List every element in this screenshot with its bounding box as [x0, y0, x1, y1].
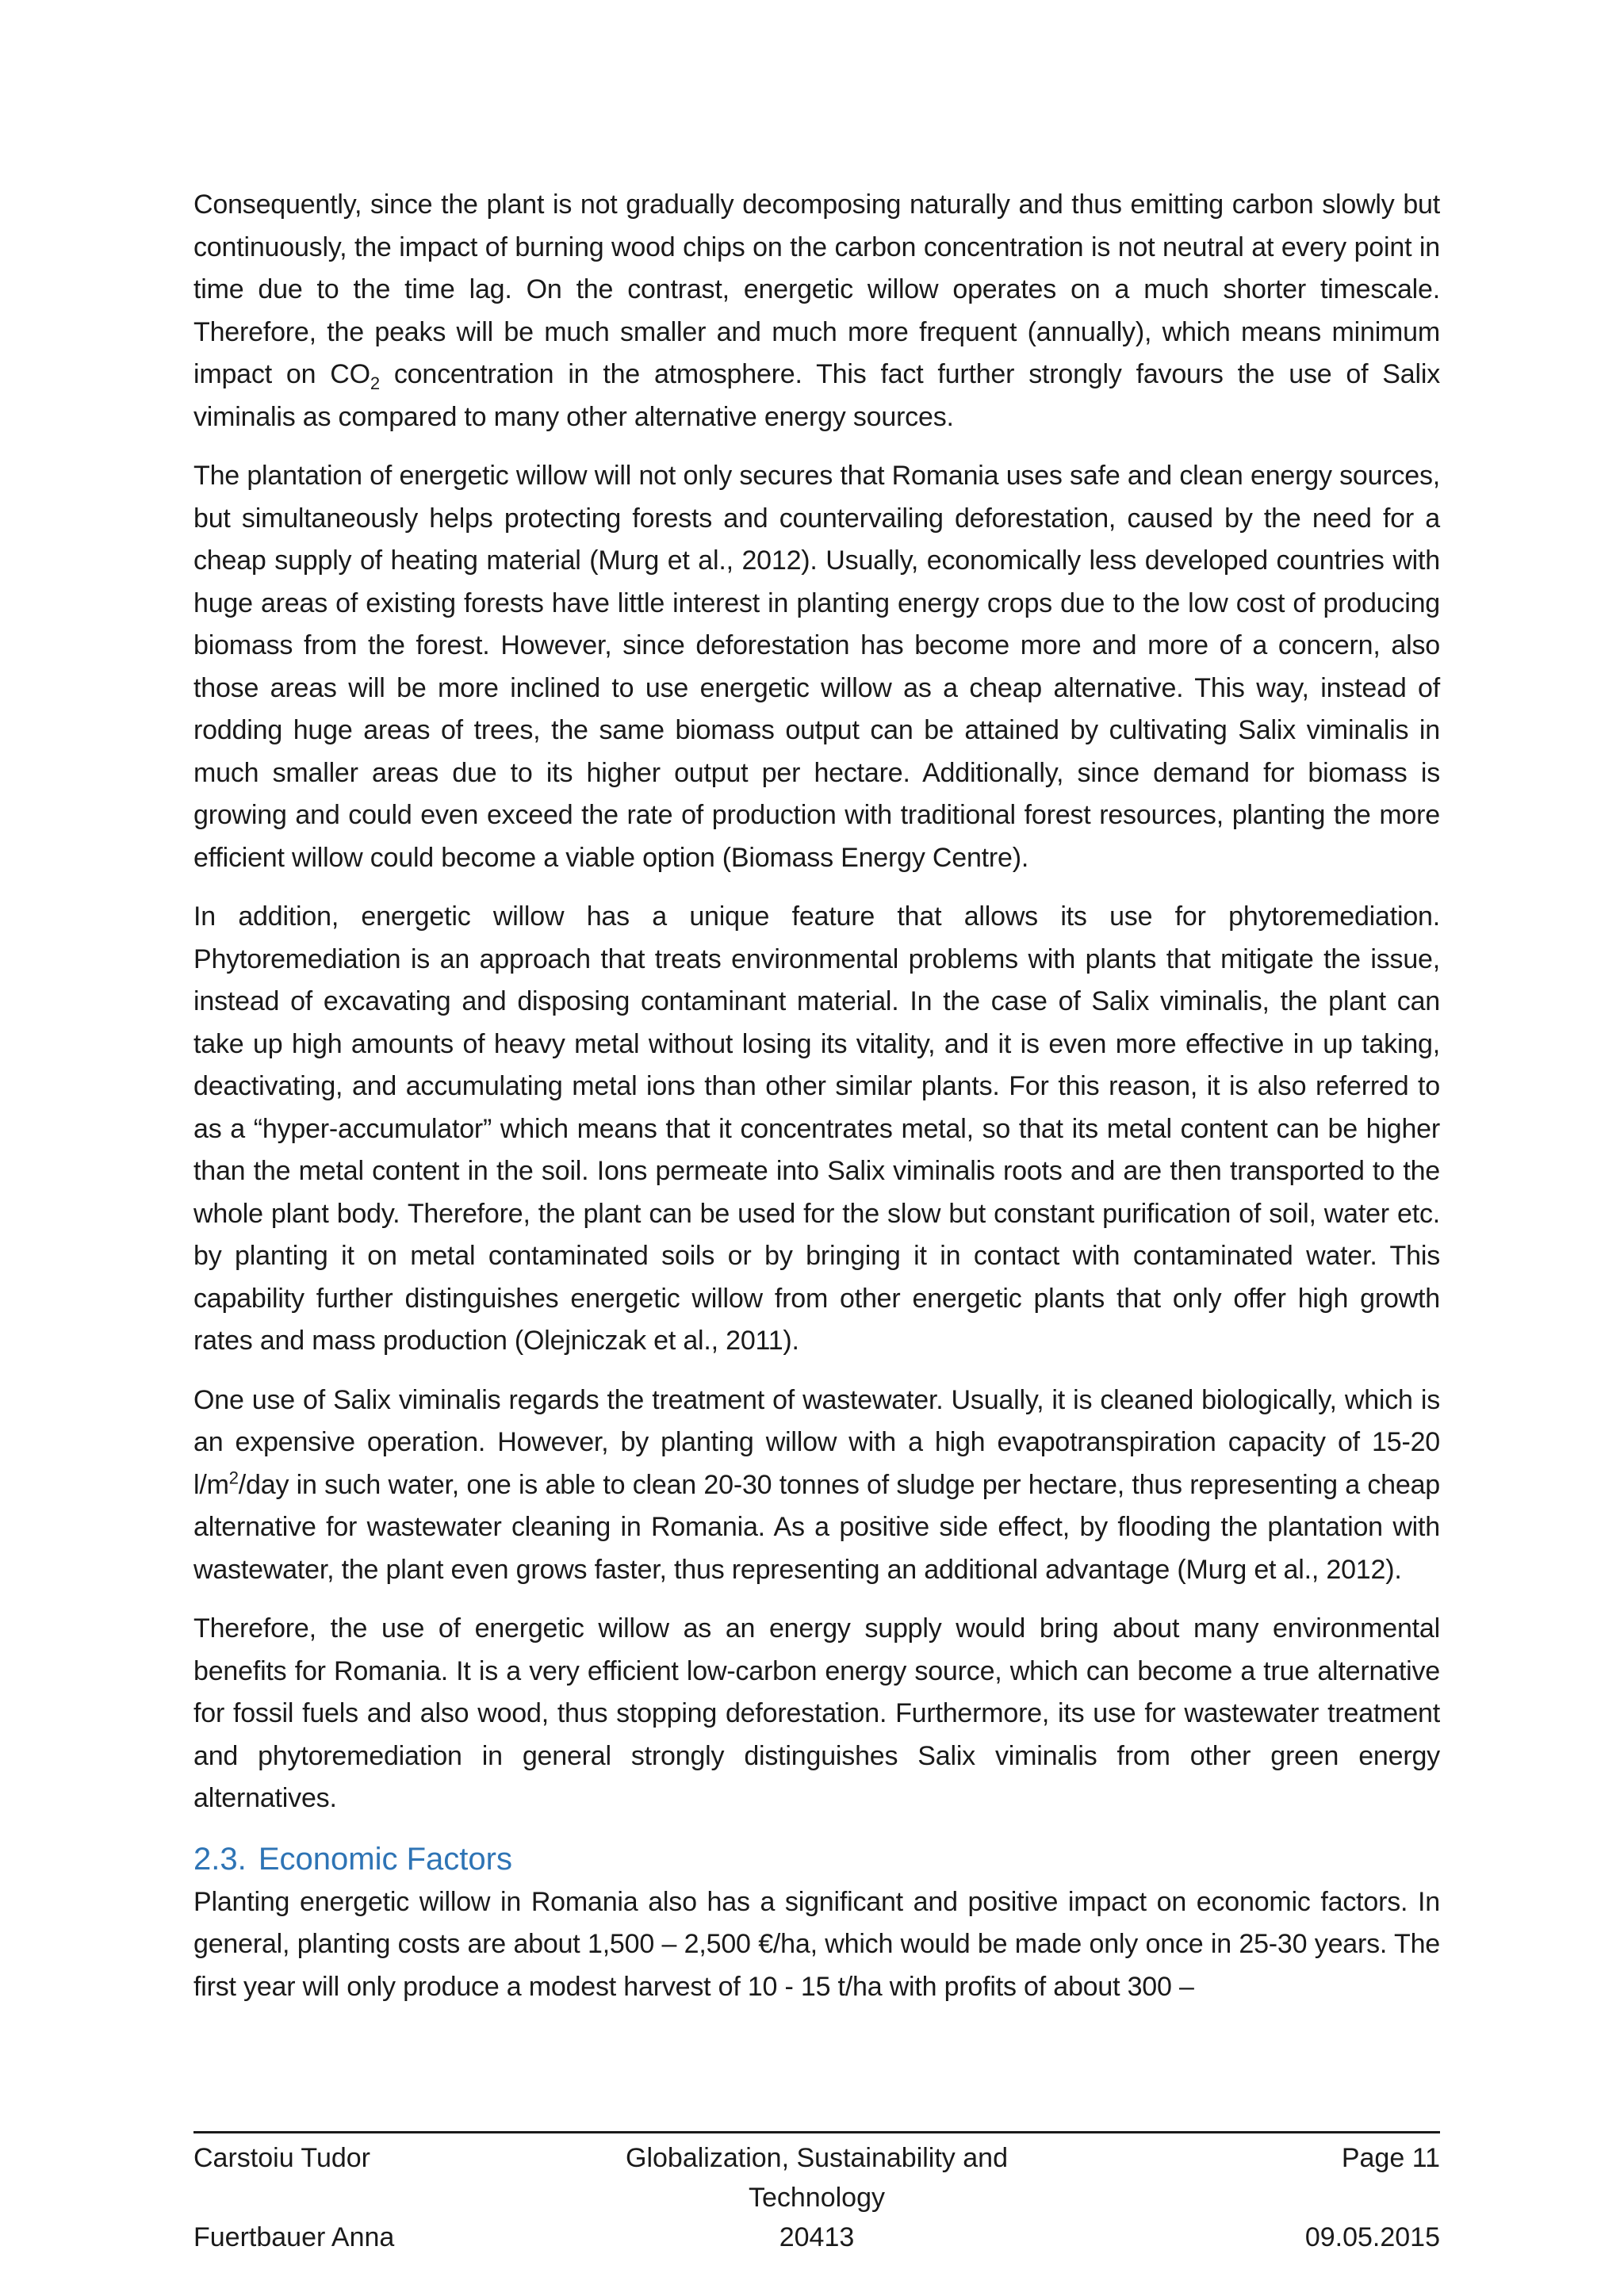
paragraph-text: /day in such water, one is able to clean 20-30 tonnes of sludge per hectare, thus representing a cheap alternative for wastewater cleaning in Romania. As a positive side effect, by flooding the plantation with wastewater, the plant even grows faster, thus representing an additional advantage (Murg et al., 2012).	[193, 1469, 1440, 1585]
section-heading	[193, 1837, 1440, 1881]
paragraph-economic-intro: Planting energetic willow in Romania also has a significant and positive impact on economic factors. In general, planting costs are about 1,500 – 2,500 €/ha, which would be made only once in 25-30 years. The first year will only produce a modest harvest of 10 - 15 t/ha with profits of about 300 –	[193, 1886, 1440, 2002]
page-footer	[193, 2131, 1440, 2257]
paragraph-phytoremediation: In addition, energetic willow has a unique feature that allows its use for phytoremediation. Phytoremediation is an approach that treats environmental problems with plants that mitigate the issue, instead of excavating and disposing contaminant material. In the case of Salix viminalis, the plant can take up high amounts of heavy metal without losing its vitality, and it is even more effective in up taking, deactivating, and accumulating metal ions than other similar plants. For this reason, it is also referred to as a “hyper-accumulator” which means that it concentrates metal, so that its metal content can be higher than the metal content in the soil. Ions permeate into Salix viminalis roots and are then transported to the whole plant body. Therefore, the plant can be used for the slow but constant purification of soil, water etc. by planting it on metal contaminated soils or by bringing it in contact with contaminated water. This capability further distinguishes energetic willow from other energetic plants that only offer high growth rates and mass production (Olejniczak et al., 2011).	[193, 901, 1440, 1356]
paragraph-wastewater	[193, 1380, 1440, 1592]
footer-row-bottom	[193, 2218, 1440, 2257]
document-body	[193, 184, 1440, 2025]
footer-course-code: 20413	[779, 2222, 855, 2252]
footer-row-top	[193, 2138, 1440, 2218]
paragraph-carbon-timescale	[193, 184, 1440, 438]
footer-date: 09.05.2015	[1304, 2222, 1440, 2252]
paragraph-text: concentration in the atmosphere. This fact further strongly favours the use of Salix viminalis as compared to many other alternative energy sources.	[193, 359, 1440, 432]
footer-page-number: Page 11	[1341, 2143, 1440, 2173]
subscript-text: 2	[370, 373, 380, 393]
paragraph-text: Consequently, since the plant is not gradually decomposing naturally and thus emitting carbon slowly but continuously, the impact of burning wood chips on the carbon concentration is not neutral at every point in time due to the time lag. On the contrast, energetic willow operates on a much shorter timescale. Therefore, the peaks will be much smaller and much more frequent (annually), which means minimum impact on CO	[193, 189, 1440, 389]
paragraph-text: One use of Salix viminalis regards the treatment of wastewater. Usually, it is cleaned biologically, which is an expensive operation. However, by planting willow with a high evapotranspiration capacity of 15-20 l/m	[193, 1384, 1440, 1500]
superscript-text: 2	[228, 1468, 239, 1488]
footer-author-2: Fuertbauer Anna	[193, 2222, 395, 2252]
footer-course-title: Globalization, Sustainability and Technology	[626, 2143, 1008, 2213]
paragraph-deforestation: The plantation of energetic willow will not only secures that Romania uses safe and clean energy sources, but simultaneously helps protecting forests and countervailing deforestation, caused by the need for a cheap supply of heating material (Murg et al., 2012). Usually, economically less developed countries with huge areas of existing forests have little interest in planting energy crops due to the low cost of producing biomass from the forest. However, since deforestation has become more and more of a concern, also those areas will be more inclined to use energetic willow as a cheap alternative. This way, instead of rodding huge areas of trees, the same biomass output can be attained by cultivating Salix viminalis in much smaller areas due to its higher output per hectare. Additionally, since demand for biomass is growing and could even exceed the rate of production with traditional forest resources, planting the more efficient willow could become a viable option (Biomass Energy Centre).	[193, 461, 1440, 873]
section-title: Economic Factors	[258, 1841, 512, 1877]
footer-author-1: Carstoiu Tudor	[193, 2143, 370, 2173]
section-number: 2.3.	[193, 1841, 247, 1877]
paragraph-environmental-summary: Therefore, the use of energetic willow as an energy supply would bring about many environmental benefits for Romania. It is a very efficient low-carbon energy source, which can become a true alternative for fossil fuels and also wood, thus stopping deforestation. Furthermore, its use for wastewater treatment and phytoremediation in general strongly distinguishes Salix viminalis from other green energy alternatives.	[193, 1613, 1440, 1813]
